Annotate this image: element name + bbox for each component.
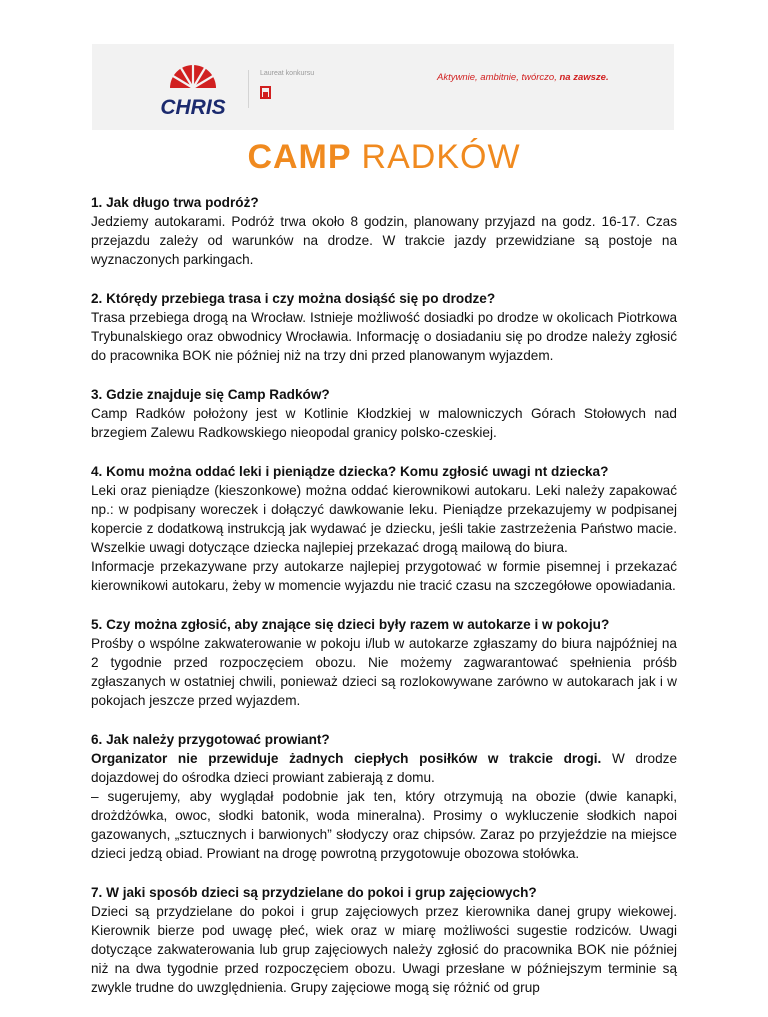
faq-item-3 — [91, 385, 677, 442]
header-banner — [92, 44, 674, 130]
award-icon — [260, 86, 271, 99]
faq-answer: Prośby o wspólne zakwaterowanie w pokoju i/lub w autokarze zgłaszamy do biura najpóźniej na 2 tygodnie przed rozpoczęciem obozu. Nie możemy zagwarantować spełnienia próśb zgłaszanych w ostatniej chwili, ponieważ dzieci są rozlokowywane zarówno w autokarach jak i w pokojach jeszcze przed wyjazdem. — [91, 636, 677, 708]
faq-item-4 — [91, 462, 677, 595]
faq-answer-bold: Organizator nie przewiduje żadnych ciepłych posiłków w trakcie drogi. — [91, 751, 602, 766]
faq-answer: Camp Radków położony jest w Kotlinie Kłodzkiej w malowniczych Górach Stołowych nad brzegiem Zalewu Radkowskiego nieopodal granicy polsko-czeskiej. — [91, 406, 677, 440]
faq-answer-rest: W drodze dojazdowej do ośrodka dzieci prowiant zabierają z domu. — [91, 751, 678, 785]
faq-question: 2. Którędy przebiega trasa i czy można dosiąść się po drodze? — [91, 291, 496, 306]
slogan-bold: na zawsze. — [559, 72, 609, 83]
laureat-label: Laureat konkursu — [260, 70, 315, 77]
faq-item-7 — [91, 883, 677, 997]
slogan — [437, 72, 609, 83]
header-divider — [248, 70, 249, 108]
slogan-main: Aktywnie, ambitnie, twórczo, — [437, 72, 560, 83]
faq-question: 7. W jaki sposób dzieci są przydzielane do pokoi i grup zajęciowych? — [91, 885, 537, 900]
faq-content — [91, 193, 677, 1017]
faq-answer: Dzieci są przydzielane do pokoi i grup zajęciowych przez kierownika danej grupy wiekowej. Kierownik bierze pod uwagę płeć, wiek oraz w miarę możliwości sugestie rodziców. Uwagi dotyczące zakwaterowania lub grup zajęciowych należy zgłosić do pracownika BOK nie później niż na dwa tygodnie przed rozpoczęciem obozu. Uwagi przesłane w późniejszym terminie są zwykle trudne do uwzględnienia. Grupy zajęciowe mogą się różnić od grup — [91, 904, 677, 995]
chris-logo-text: CHRIS — [160, 96, 226, 119]
faq-question: 1. Jak długo trwa podróż? — [91, 195, 259, 210]
title-word-camp: CAMP — [247, 138, 352, 176]
faq-question: 4. Komu można oddać leki i pieniądze dziecka? Komu zgłosić uwagi nt dziecka? — [91, 464, 609, 479]
faq-item-6 — [91, 730, 677, 863]
chris-logo — [128, 58, 258, 120]
faq-item-1 — [91, 193, 677, 269]
faq-answer: Jedziemy autokarami. Podróż trwa około 8 godzin, planowany przyjazd na godz. 16-17. Czas przejazdu zależy od warunków na drodze. W trakcie jazdy przewidziane są postoje na wyznaczonych parkingach. — [91, 214, 677, 267]
faq-answer: Leki oraz pieniądze (kieszonkowe) można oddać kierownikowi autokaru. Leki należy zapakować np.: w podpisany woreczek i dołączyć dawkowanie leku. Pieniądze przekazujemy w podpisanej kopercie z dodatkową instrukcją jak wydawać je dziecku, jeśli takie zastrzeżenia Państwo macie. Wszelkie uwagi dotyczące dziecka najlepiej przekazać drogą mailową do biura. — [91, 483, 677, 555]
faq-item-5 — [91, 615, 677, 710]
page-title — [0, 132, 768, 182]
faq-answer-continued: Informacje przekazywane przy autokarze najlepiej przygotować w formie pisemnej i przekazać kierownikowi autokaru, żeby w momencie wyjazdu nie tracić czasu na szczegółowe opowiadania. — [91, 559, 677, 593]
faq-answer-continued: – sugerujemy, aby wyglądał podobnie jak ten, który otrzymują na obozie (dwie kanapki, drożdżówka, owoc, słodki batonik, woda mineralna). Prosimy o wykluczenie słodkich napoi gazowanych, „sztucznych i barwionych” słodyczy oraz chipsów. Zaraz po przyjeździe na miejsce dzieci jedzą obiad. Prowiant na drogę powrotną przygotowuje obozowa stołówka. — [91, 789, 677, 861]
faq-question: 6. Jak należy przygotować prowiant? — [91, 732, 330, 747]
faq-answer: Trasa przebiega drogą na Wrocław. Istnieje możliwość dosiadki po drodze w okolicach Piotrkowa Trybunalskiego oraz obwodnicy Wrocławia. Informację o dosiadaniu się po drodze należy zgłosić do pracownika BOK nie później niż na trzy dni przed planowanym wyjazdem. — [91, 310, 677, 363]
faq-question: 5. Czy można zgłosić, aby znające się dzieci były razem w autokarze i w pokoju? — [91, 617, 610, 632]
title-word-radkow: RADKÓW — [361, 138, 521, 176]
faq-item-2 — [91, 289, 677, 365]
faq-question: 3. Gdzie znajduje się Camp Radków? — [91, 387, 330, 402]
faq-answer — [91, 749, 677, 787]
